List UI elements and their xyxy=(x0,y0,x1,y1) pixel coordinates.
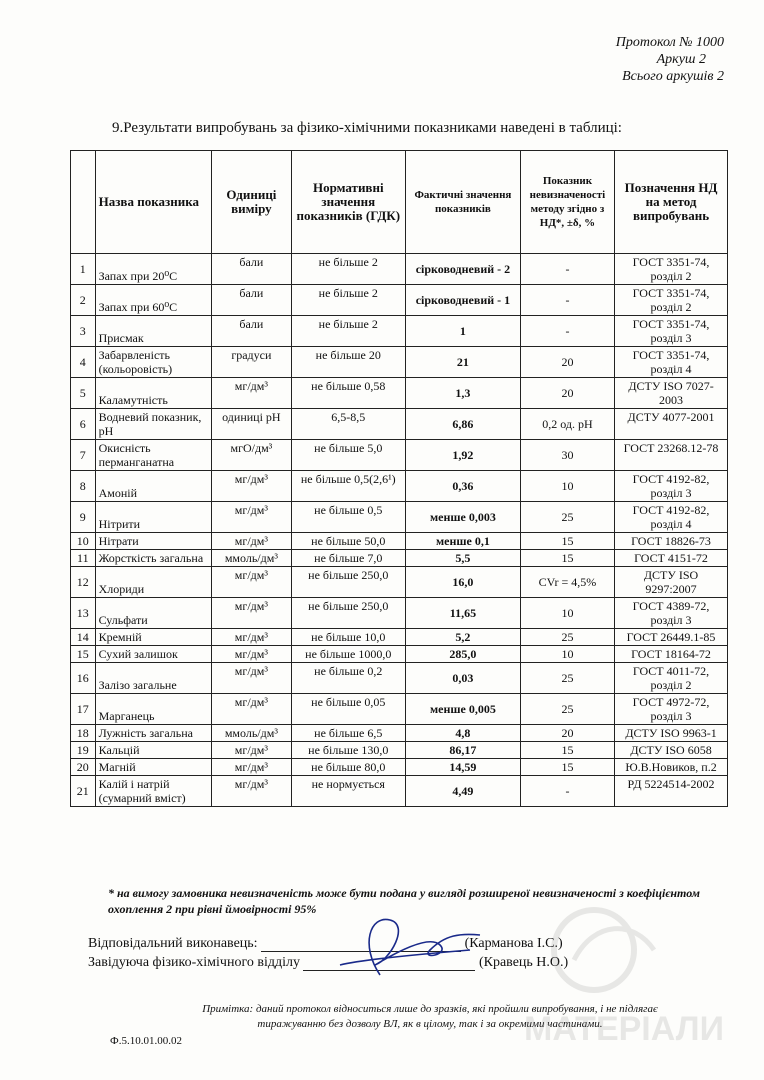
cell-n: 18 xyxy=(71,725,96,742)
cell-name: Нітрати xyxy=(95,533,212,550)
table-row xyxy=(71,316,728,347)
watermark-logo xyxy=(514,900,744,1050)
cell-n: 12 xyxy=(71,567,96,598)
document-header xyxy=(616,34,724,85)
remark-note: Примітка: даний протокол відноситься лише до зразків, які пройшли випробування, і не підлягає тиражуванню без дозволу ВЛ, як в цілому, так і за окремими частинами. xyxy=(202,1003,658,1030)
cell-norm: не більше 10,0 xyxy=(291,629,405,646)
cell-unc: - xyxy=(520,254,614,285)
cell-name: Окисність перманганатна xyxy=(95,440,212,471)
cell-name: Сульфати xyxy=(95,598,212,629)
cell-name: Амоній xyxy=(95,471,212,502)
cell-unc: 25 xyxy=(520,629,614,646)
cell-nd: ГОСТ 4389-72, розділ 3 xyxy=(615,598,728,629)
cell-n: 3 xyxy=(71,316,96,347)
cell-fact: 11,65 xyxy=(405,598,520,629)
col-header-fact: Фактичні значення показників xyxy=(405,151,520,254)
total-sheets: Всього аркушів 2 xyxy=(622,69,724,84)
cell-unc: 15 xyxy=(520,550,614,567)
cell-norm: не більше 2 xyxy=(291,254,405,285)
cell-fact: 4,8 xyxy=(405,725,520,742)
cell-unc: 10 xyxy=(520,598,614,629)
cell-fact: 5,5 xyxy=(405,550,520,567)
table-row xyxy=(71,742,728,759)
cell-n: 2 xyxy=(71,285,96,316)
cell-unit: мг/дм³ xyxy=(212,567,291,598)
cell-nd: ГОСТ 26449.1-85 xyxy=(615,629,728,646)
table-header-row xyxy=(71,151,728,254)
table-row xyxy=(71,646,728,663)
table-row xyxy=(71,694,728,725)
cell-n: 21 xyxy=(71,776,96,807)
cell-unc: 20 xyxy=(520,725,614,742)
cell-norm: не більше 250,0 xyxy=(291,598,405,629)
table-row xyxy=(71,440,728,471)
table-row xyxy=(71,759,728,776)
handwritten-signature xyxy=(320,905,490,985)
cell-norm: не більше 0,5(2,6¹) xyxy=(291,471,405,502)
cell-nd: ГОСТ 3351-74, розділ 2 xyxy=(615,254,728,285)
table-row xyxy=(71,409,728,440)
cell-fact: менше 0,1 xyxy=(405,533,520,550)
cell-unit: мг/дм³ xyxy=(212,471,291,502)
results-table xyxy=(70,150,728,807)
col-header-name: Назва показника xyxy=(95,151,212,254)
cell-nd: ГОСТ 4011-72, розділ 2 xyxy=(615,663,728,694)
cell-fact: 4,49 xyxy=(405,776,520,807)
cell-norm: не більше 130,0 xyxy=(291,742,405,759)
form-code: Ф.5.10.01.00.02 xyxy=(110,1035,182,1047)
col-header-nd: Позначення НД на метод випробувань xyxy=(615,151,728,254)
cell-unc: 30 xyxy=(520,440,614,471)
cell-unc: - xyxy=(520,285,614,316)
cell-norm: не більше 2 xyxy=(291,285,405,316)
table-row xyxy=(71,663,728,694)
cell-nd: ГОСТ 3351-74, розділ 2 xyxy=(615,285,728,316)
cell-unit: градуси xyxy=(212,347,291,378)
cell-fact: 14,59 xyxy=(405,759,520,776)
cell-unit: ммоль/дм³ xyxy=(212,550,291,567)
cell-fact: менше 0,003 xyxy=(405,502,520,533)
cell-unc: 10 xyxy=(520,646,614,663)
sheet-number: Аркуш 2 xyxy=(656,52,706,67)
cell-fact: 285,0 xyxy=(405,646,520,663)
cell-norm: не більше 20 xyxy=(291,347,405,378)
cell-fact: менше 0,005 xyxy=(405,694,520,725)
cell-norm: не більше 0,2 xyxy=(291,663,405,694)
table-row xyxy=(71,285,728,316)
cell-nd: ГОСТ 3351-74, розділ 4 xyxy=(615,347,728,378)
cell-norm: не нормується xyxy=(291,776,405,807)
cell-name: Забарвленість (кольоровість) xyxy=(95,347,212,378)
cell-unc: - xyxy=(520,316,614,347)
cell-unc: 10 xyxy=(520,471,614,502)
head-name: (Кравець Н.О.) xyxy=(478,955,569,970)
cell-unit: бали xyxy=(212,254,291,285)
cell-nd: ДСТУ ISO 9963-1 xyxy=(615,725,728,742)
cell-nd: ГОСТ 18164-72 xyxy=(615,646,728,663)
cell-unit: мг/дм³ xyxy=(212,629,291,646)
cell-name: Водневий показник, рН xyxy=(95,409,212,440)
protocol-number: Протокол № 1000 xyxy=(615,35,724,50)
cell-nd: ДСТУ ISO 9297:2007 xyxy=(615,567,728,598)
cell-fact: 1,92 xyxy=(405,440,520,471)
cell-unc: 25 xyxy=(520,502,614,533)
cell-n: 10 xyxy=(71,533,96,550)
cell-norm: не більше 80,0 xyxy=(291,759,405,776)
cell-n: 9 xyxy=(71,502,96,533)
cell-n: 1 xyxy=(71,254,96,285)
cell-name: Кремній xyxy=(95,629,212,646)
cell-n: 8 xyxy=(71,471,96,502)
cell-name: Лужність загальна xyxy=(95,725,212,742)
cell-unc: 15 xyxy=(520,742,614,759)
executor-label: Відповідальний виконавець: xyxy=(88,936,258,951)
cell-name: Марганець xyxy=(95,694,212,725)
table-row xyxy=(71,471,728,502)
cell-fact: сірководневий - 2 xyxy=(405,254,520,285)
col-header-norm: Нормативні значення показників (ГДК) xyxy=(291,151,405,254)
cell-n: 15 xyxy=(71,646,96,663)
table-row xyxy=(71,533,728,550)
cell-fact: 5,2 xyxy=(405,629,520,646)
table-row xyxy=(71,254,728,285)
cell-unit: мг/дм³ xyxy=(212,533,291,550)
cell-norm: не більше 2 xyxy=(291,316,405,347)
cell-norm: не більше 6,5 xyxy=(291,725,405,742)
cell-norm: не більше 1000,0 xyxy=(291,646,405,663)
cell-norm: не більше 0,58 xyxy=(291,378,405,409)
cell-norm: не більше 250,0 xyxy=(291,567,405,598)
cell-unit: мг/дм³ xyxy=(212,663,291,694)
cell-name: Калій і натрій (сумарний вміст) xyxy=(95,776,212,807)
cell-norm: не більше 0,05 xyxy=(291,694,405,725)
cell-nd: Ю.В.Новиков, п.2 xyxy=(615,759,728,776)
cell-fact: 86,17 xyxy=(405,742,520,759)
cell-fact: 21 xyxy=(405,347,520,378)
cell-n: 20 xyxy=(71,759,96,776)
table-row xyxy=(71,502,728,533)
table-row xyxy=(71,550,728,567)
table-row xyxy=(71,598,728,629)
cell-unc: 15 xyxy=(520,759,614,776)
cell-unc: 0,2 од. рН xyxy=(520,409,614,440)
cell-norm: не більше 7,0 xyxy=(291,550,405,567)
head-label: Завідуюча фізико-хімічного відділу xyxy=(88,955,300,970)
cell-unit: мг/дм³ xyxy=(212,598,291,629)
footnote: * на вимогу замовника невизначеність може бути подана у вигляді розширеної невизначеності з коефіцієнтом охоплення 2 при рівні ймовірності 95% xyxy=(108,886,700,916)
cell-nd: ГОСТ 4972-72, розділ 3 xyxy=(615,694,728,725)
cell-nd: ГОСТ 18826-73 xyxy=(615,533,728,550)
cell-unit: мг/дм³ xyxy=(212,742,291,759)
cell-unit: мг/дм³ xyxy=(212,378,291,409)
cell-name: Кальцій xyxy=(95,742,212,759)
cell-n: 5 xyxy=(71,378,96,409)
cell-norm: не більше 50,0 xyxy=(291,533,405,550)
cell-name: Запах при 60⁰С xyxy=(95,285,212,316)
cell-unit: бали xyxy=(212,285,291,316)
cell-unit: мг/дм³ xyxy=(212,502,291,533)
cell-unit: мг/дм³ xyxy=(212,776,291,807)
cell-fact: сірководневий - 1 xyxy=(405,285,520,316)
cell-name: Запах при 20⁰С xyxy=(95,254,212,285)
section-title: 9.Результати випробувань за фізико-хімічними показниками наведені в таблиці: xyxy=(112,120,622,136)
table-row xyxy=(71,776,728,807)
cell-fact: 0,36 xyxy=(405,471,520,502)
cell-fact: 1 xyxy=(405,316,520,347)
cell-n: 19 xyxy=(71,742,96,759)
cell-n: 13 xyxy=(71,598,96,629)
cell-name: Хлориди xyxy=(95,567,212,598)
cell-fact: 16,0 xyxy=(405,567,520,598)
cell-fact: 1,3 xyxy=(405,378,520,409)
cell-norm: не більше 0,5 xyxy=(291,502,405,533)
cell-n: 4 xyxy=(71,347,96,378)
cell-n: 7 xyxy=(71,440,96,471)
cell-nd: ГОСТ 23268.12-78 xyxy=(615,440,728,471)
cell-name: Жорсткість загальна xyxy=(95,550,212,567)
cell-unit: мг/дм³ xyxy=(212,694,291,725)
cell-unc: CVr = 4,5% xyxy=(520,567,614,598)
table-row xyxy=(71,347,728,378)
cell-unit: мг/дм³ xyxy=(212,759,291,776)
cell-norm: 6,5-8,5 xyxy=(291,409,405,440)
cell-nd: ДСТУ ISO 7027-2003 xyxy=(615,378,728,409)
cell-nd: ДСТУ 4077-2001 xyxy=(615,409,728,440)
cell-nd: ГОСТ 4151-72 xyxy=(615,550,728,567)
cell-n: 11 xyxy=(71,550,96,567)
cell-unc: 25 xyxy=(520,694,614,725)
cell-nd: ГОСТ 3351-74, розділ 3 xyxy=(615,316,728,347)
cell-unit: мгО/дм³ xyxy=(212,440,291,471)
svg-text:МАТЕРІАЛИ: МАТЕРІАЛИ xyxy=(524,1010,725,1048)
cell-unc: 15 xyxy=(520,533,614,550)
cell-name: Нітрити xyxy=(95,502,212,533)
table-body xyxy=(71,254,728,807)
cell-fact: 0,03 xyxy=(405,663,520,694)
cell-nd: ГОСТ 4192-82, розділ 4 xyxy=(615,502,728,533)
cell-n: 6 xyxy=(71,409,96,440)
cell-name: Залізо загальне xyxy=(95,663,212,694)
cell-nd: ГОСТ 4192-82, розділ 3 xyxy=(615,471,728,502)
cell-n: 17 xyxy=(71,694,96,725)
executor-name: (Карманова І.С.) xyxy=(464,936,563,951)
cell-unit: одиниці рН xyxy=(212,409,291,440)
cell-unit: бали xyxy=(212,316,291,347)
cell-unc: 20 xyxy=(520,378,614,409)
cell-nd: ДСТУ ISO 6058 xyxy=(615,742,728,759)
cell-name: Каламутність xyxy=(95,378,212,409)
cell-nd: РД 5224514-2002 xyxy=(615,776,728,807)
cell-n: 16 xyxy=(71,663,96,694)
cell-name: Присмак xyxy=(95,316,212,347)
cell-unit: ммоль/дм³ xyxy=(212,725,291,742)
table-row xyxy=(71,378,728,409)
cell-name: Магній xyxy=(95,759,212,776)
table-row xyxy=(71,567,728,598)
cell-n: 14 xyxy=(71,629,96,646)
cell-fact: 6,86 xyxy=(405,409,520,440)
table-row xyxy=(71,629,728,646)
cell-norm: не більше 5,0 xyxy=(291,440,405,471)
cell-unc: 20 xyxy=(520,347,614,378)
cell-unit: мг/дм³ xyxy=(212,646,291,663)
cell-name: Сухий залишок xyxy=(95,646,212,663)
table-row xyxy=(71,725,728,742)
cell-unc: 25 xyxy=(520,663,614,694)
col-header-unit: Одиниці виміру xyxy=(212,151,291,254)
col-header-uncertainty: Показник невизначеності методу згідно з НД*, ±δ, % xyxy=(520,151,614,254)
col-header-number xyxy=(71,151,96,254)
cell-unc: - xyxy=(520,776,614,807)
